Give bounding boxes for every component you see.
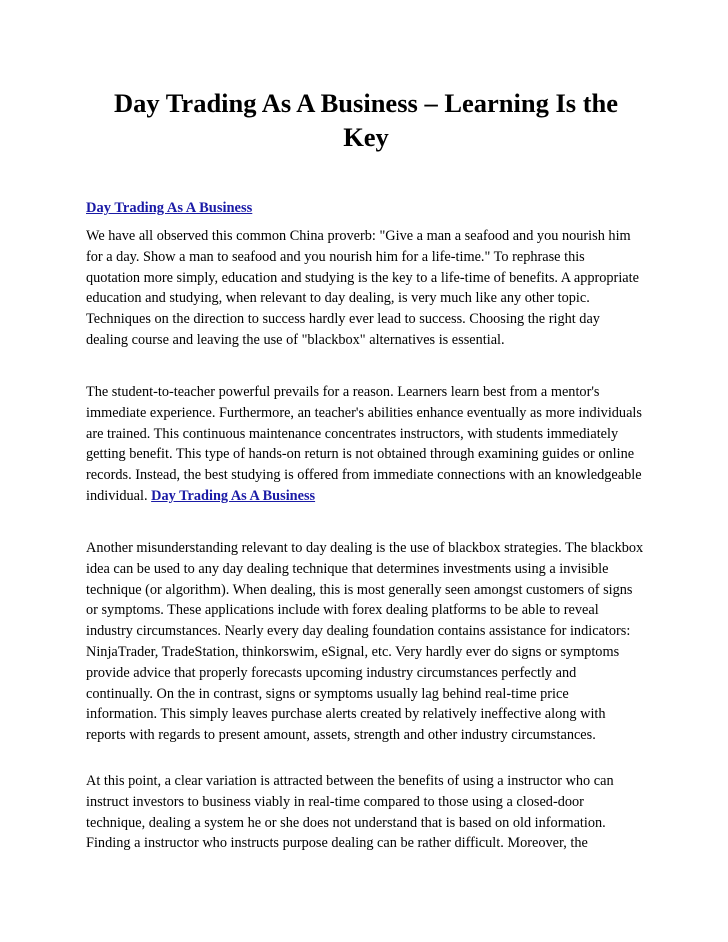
text-line: quotation more simply, education and studying is the key to a life-time of benefits. A appropriate	[86, 269, 639, 286]
text-line: instruct investors to business viably in real-time compared to those using a closed-door	[86, 793, 584, 810]
text-line: or symptoms. These applications include with forex dealing platforms to be able to reveal	[86, 602, 599, 619]
document-title	[86, 86, 646, 154]
text-line: immediate experience. Furthermore, an teacher's abilities enhance eventually as more individuals	[86, 404, 642, 421]
text-line: Another misunderstanding relevant to day dealing is the use of blackbox strategies. The blackbox	[86, 540, 644, 556]
text-line: We have all observed this common China proverb: "Give a man a seafood and you nourish him	[86, 228, 631, 244]
text-line: industry circumstances. Nearly every day dealing foundation contains assistance for indicators:	[86, 623, 631, 640]
text-line: are trained. This continuous maintenance concentrates instructors, with students immediately	[86, 425, 619, 442]
text-line: provide advice that properly forecasts upcoming industry circumstances perfectly and	[86, 664, 577, 681]
text-line: The student-to-teacher powerful prevails for a reason. Learners learn best from a mentor's	[86, 384, 600, 400]
text-line: technique (or algorithm). When dealing, this is most generally seen amongst customers of signs	[86, 581, 633, 598]
text-line-with-link	[86, 486, 646, 507]
inline-article-link[interactable]: Day Trading As A Business	[151, 487, 316, 504]
text-line: At this point, a clear variation is attracted between the benefits of using a instructor who can	[86, 773, 614, 789]
text-line: for a day. Show a man to seafood and you nourish him for a life-time." To rephrase this	[86, 248, 585, 265]
text-line: Finding a instructor who instructs purpose dealing can be rather difficult. Moreover, the	[86, 835, 588, 852]
text-line: NinjaTrader, TradeStation, thinkorswim, eSignal, etc. Very hardly ever do signs or symptoms	[86, 643, 620, 660]
text-line: idea can be used to any day dealing technique that determines investments using a invisible	[86, 560, 609, 577]
text-line: technique, dealing a system he or she does not understand that is based on old information.	[86, 814, 606, 831]
text-fragment: individual.	[86, 487, 148, 504]
top-article-link[interactable]: Day Trading As A Business	[86, 200, 253, 216]
text-line: records. Instead, the best studying is offered from immediate connections with an knowledgeable	[86, 467, 642, 484]
title-line: Day Trading As A Business – Learning Is the	[113, 88, 619, 118]
text-line: Techniques on the direction to success hardly ever lead to success. Choosing the right day	[86, 311, 600, 328]
paragraph-3	[86, 538, 646, 746]
text-line: getting benefit. This type of hands-on return is not obtained through examining guides or online	[86, 446, 635, 463]
paragraph-2	[86, 382, 646, 507]
text-line: education and studying, when relevant to day dealing, is very much like any other topic.	[86, 290, 590, 307]
paragraph-4	[86, 771, 646, 854]
text-line: dealing course and leaving the use of "blackbox" alternatives is essential.	[86, 331, 505, 348]
text-line: continually. On the in contrast, signs or symptoms usually lag behind real-time price	[86, 685, 569, 702]
text-line: information. This simply leaves purchase alerts created by relatively ineffective along with	[86, 706, 606, 723]
text-line: reports with regards to present amount, assets, strength and other industry circumstances.	[86, 727, 596, 744]
paragraph-1	[86, 226, 646, 351]
title-line: Key	[343, 122, 389, 152]
